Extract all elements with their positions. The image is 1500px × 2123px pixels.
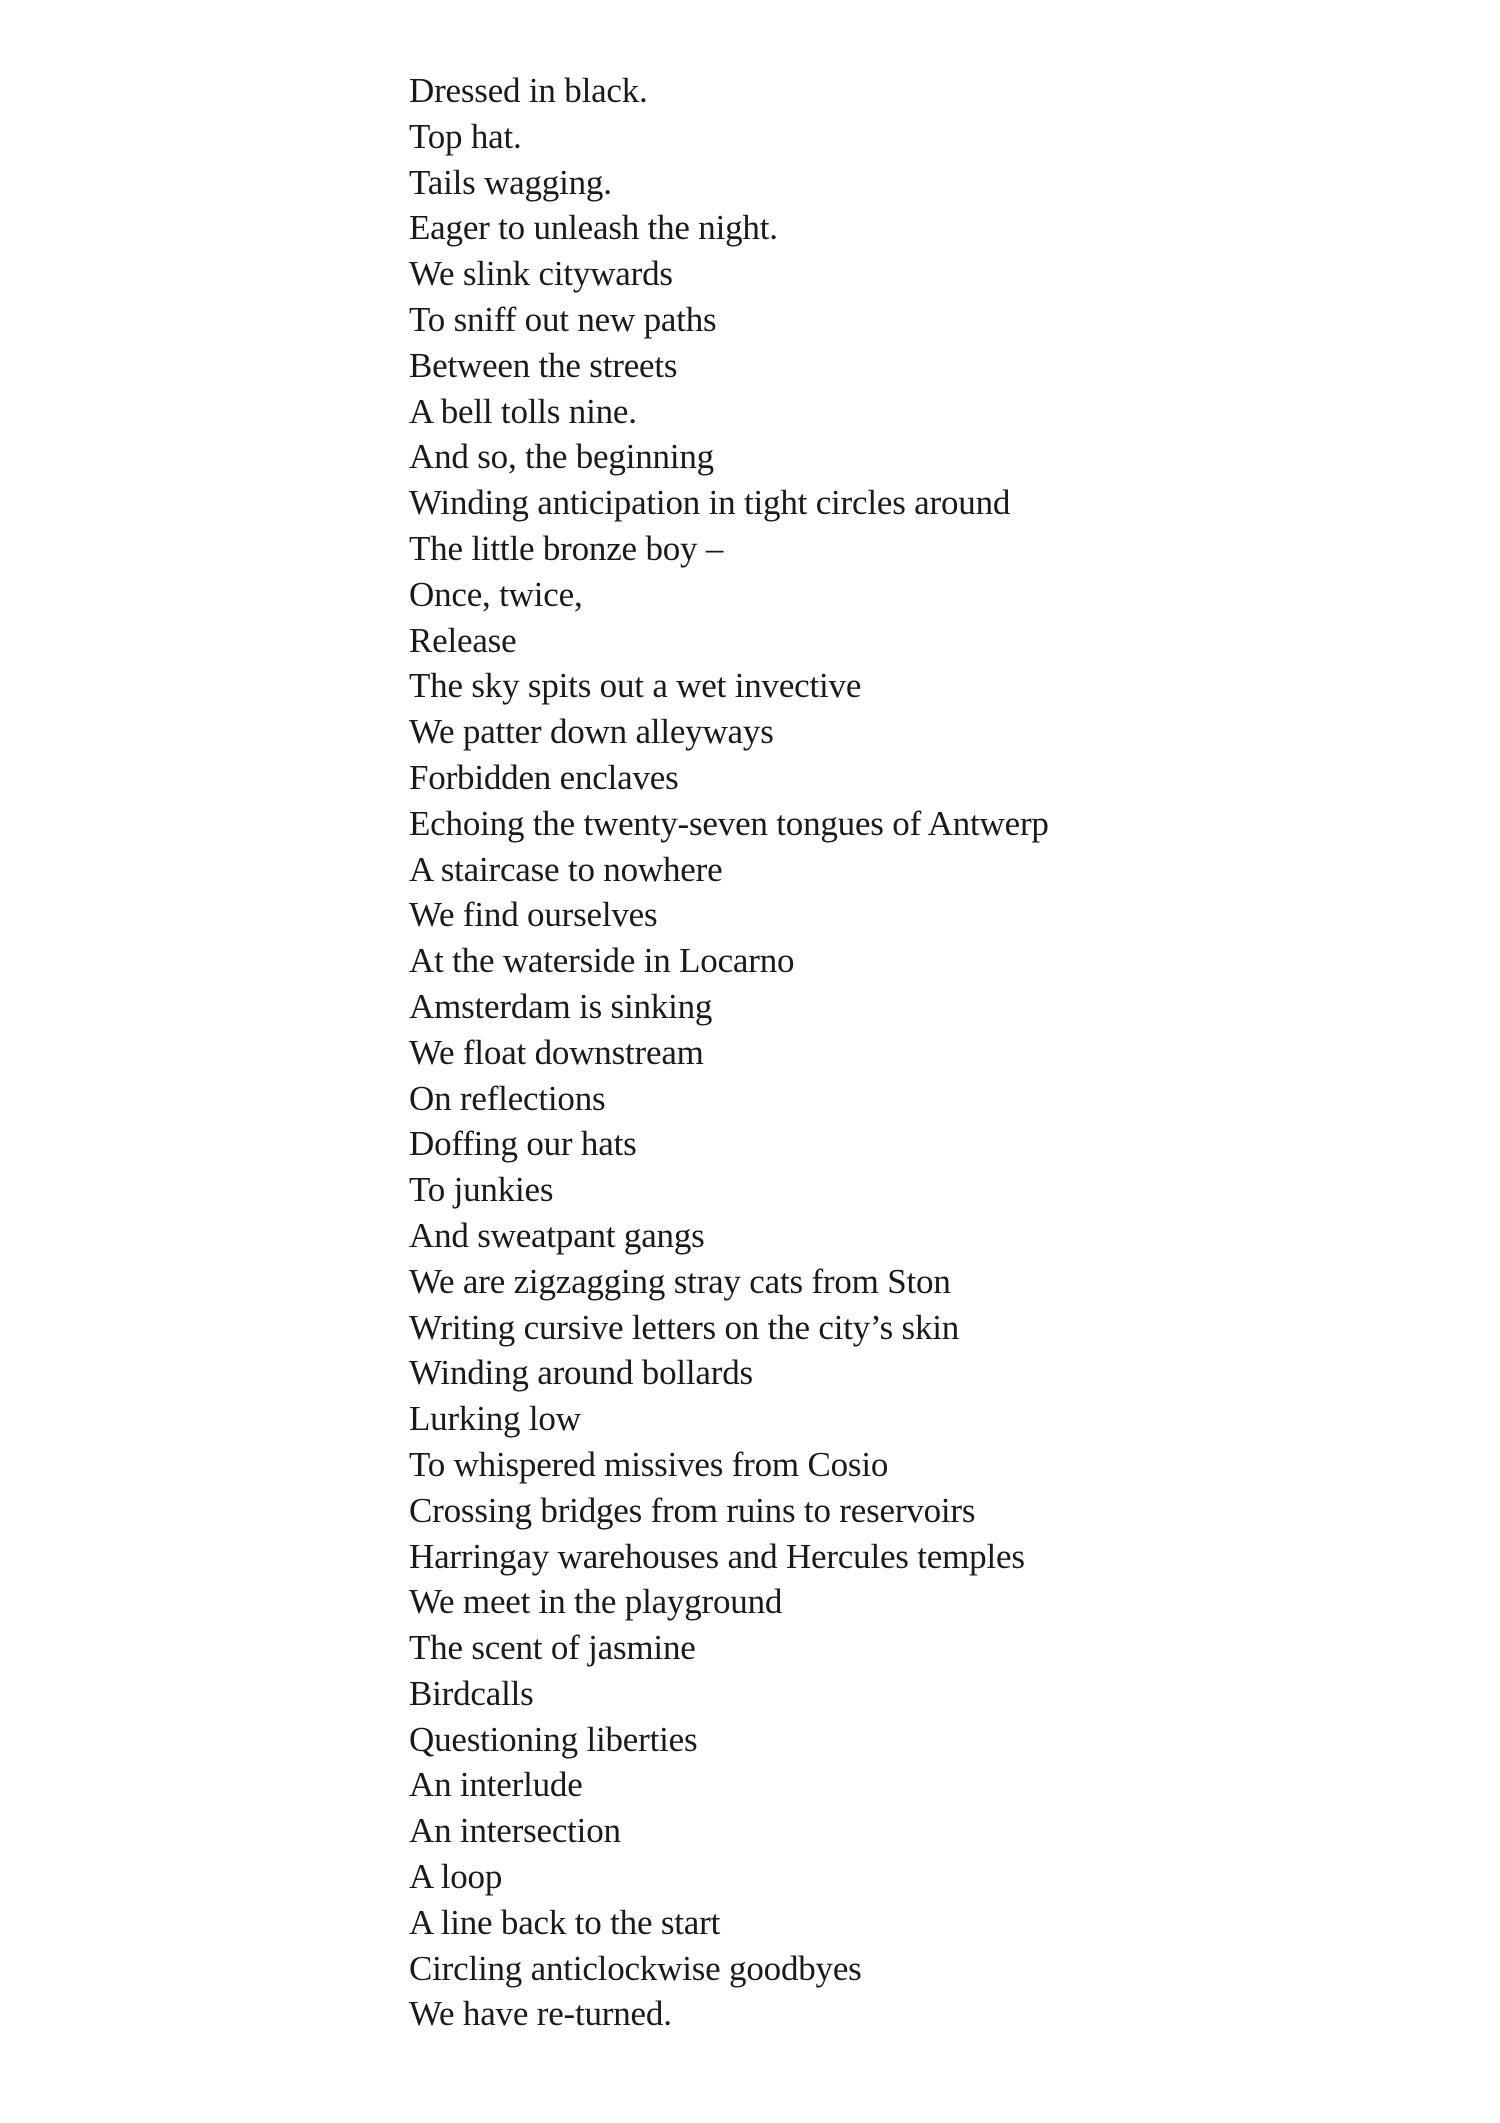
poem-line: Tails wagging. [409, 162, 612, 202]
poem-line: Winding anticipation in tight circles around [409, 483, 1011, 523]
poem-line: To sniff out new paths [409, 299, 717, 339]
poem-line: Forbidden enclaves [409, 757, 679, 797]
poem-line: Winding around bollards [409, 1353, 753, 1393]
poem-line: Birdcalls [409, 1673, 534, 1713]
poem-line: And so, the beginning [409, 437, 714, 477]
poem-line: Questioning liberties [409, 1719, 698, 1759]
poem-line: A loop [409, 1857, 503, 1897]
poem-line: The scent of jasmine [409, 1628, 696, 1668]
poem-line: And sweatpant gangs [409, 1215, 705, 1255]
poem-line: On reflections [409, 1078, 606, 1118]
poem-line: Circling anticlockwise goodbyes [409, 1948, 862, 1988]
poem-line: Top hat. [409, 116, 522, 156]
poem-text [409, 68, 1049, 2037]
poem-line: We patter down alleyways [409, 712, 774, 752]
poem-line: Lurking low [409, 1399, 581, 1439]
poem-line: We slink citywards [409, 254, 673, 294]
poem-line: To junkies [409, 1170, 554, 1210]
poem-line: An intersection [409, 1811, 621, 1851]
poem-line: An interlude [409, 1765, 583, 1805]
poem-line: Amsterdam is sinking [409, 986, 713, 1026]
poem-line: Crossing bridges from ruins to reservoirs [409, 1490, 976, 1530]
poem-line: The little bronze boy – [409, 528, 724, 568]
poem-line: The sky spits out a wet invective [409, 666, 862, 706]
poem-line: Writing cursive letters on the city’s skin [409, 1307, 960, 1347]
poem-line: Dressed in black. [409, 71, 648, 110]
poem-line: We are zigzagging stray cats from Ston [409, 1261, 951, 1301]
poem-line: We meet in the playground [409, 1582, 783, 1622]
poem-line: Echoing the twenty-seven tongues of Antwerp [409, 803, 1049, 843]
poem-line: A bell tolls nine. [409, 391, 637, 431]
poem-line: Harringay warehouses and Hercules temples [409, 1536, 1025, 1576]
poem-line: A line back to the start [409, 1902, 721, 1942]
poem-line: We float downstream [409, 1032, 704, 1072]
poem-line: We have re-turned. [409, 1994, 672, 2034]
poem-line: Between the streets [409, 345, 678, 385]
poem-line: Eager to unleash the night. [409, 208, 778, 248]
poem-line: To whispered missives from Cosio [409, 1444, 889, 1484]
poem-line: Doffing our hats [409, 1124, 637, 1164]
poem-line: At the waterside in Locarno [409, 941, 795, 981]
poem-line: Release [409, 620, 517, 660]
poem-line: Once, twice, [409, 574, 583, 614]
poem-line: A staircase to nowhere [409, 849, 723, 889]
poem-line: We find ourselves [409, 895, 658, 935]
